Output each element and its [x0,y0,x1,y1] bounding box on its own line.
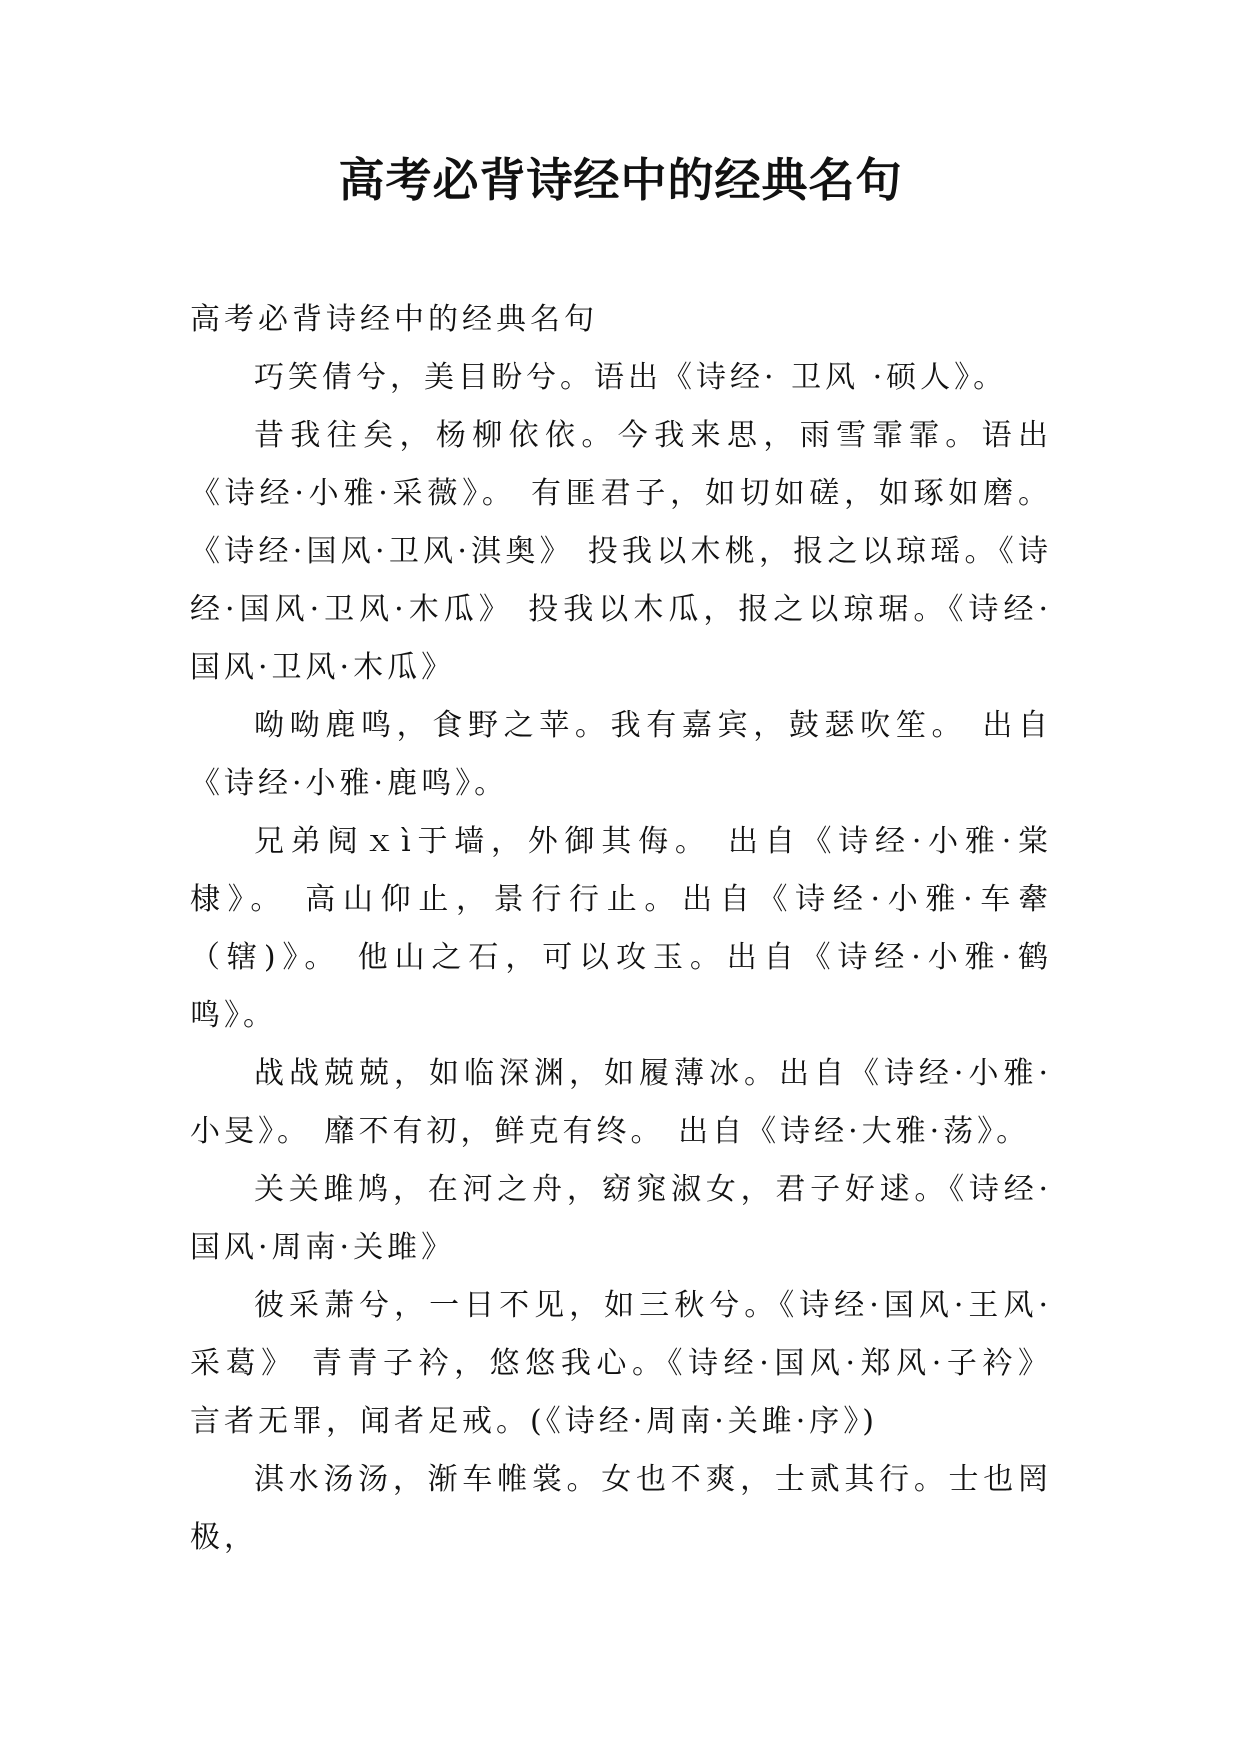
paragraph: 兄弟阋ｘì于墙，外御其侮。 出自《诗经·小雅·棠棣》。 高山仰止，景行行止。出自《诗经·小雅·车舝（辖)》。 他山之石，可以攻玉。出自《诗经·小雅·鹤鸣》。 [190,824,1052,1033]
document-body [190,291,1052,1567]
paragraph: 巧笑倩兮，美目盼兮。语出《诗经· 卫风 ·硕人》。 [254,360,1008,395]
paragraph: 昔我往矣，杨柳依依。今我来思，雨雪霏霏。语出《诗经·小雅·采薇》。 有匪君子，如切如磋，如琢如磨。《诗经·国风·卫风·淇奥》 投我以木桃，报之以琼瑶。《诗经·国风·卫风·木瓜》 投我以木瓜，报之以琼琚。《诗经·国风·卫风·木瓜》 [190,418,1052,685]
paragraph: 淇水汤汤，渐车帷裳。女也不爽，士贰其行。士也罔极， [190,1462,1052,1555]
paragraph: 关关雎鸠，在河之舟，窈窕淑女，君子好逑。《诗经·国风·周南·关雎》 [190,1172,1052,1265]
paragraph: 彼采萧兮，一日不见，如三秋兮。《诗经·国风·王风·采葛》 青青子衿，悠悠我心。《诗经·国风·郑风·子衿》 言者无罪，闻者足戒。(《诗经·周南·关雎·序》) [190,1288,1052,1439]
page-title: 高考必背诗经中的经典名句 [338,153,903,207]
document-subtitle: 高考必背诗经中的经典名句 [190,302,598,337]
paragraph: 呦呦鹿鸣，食野之苹。我有嘉宾，鼓瑟吹笙。 出自《诗经·小雅·鹿鸣》。 [190,708,1052,801]
paragraph: 战战兢兢，如临深渊，如履薄冰。出自《诗经·小雅·小旻》。 靡不有初，鲜克有终。 出自《诗经·大雅·荡》。 [190,1056,1052,1149]
